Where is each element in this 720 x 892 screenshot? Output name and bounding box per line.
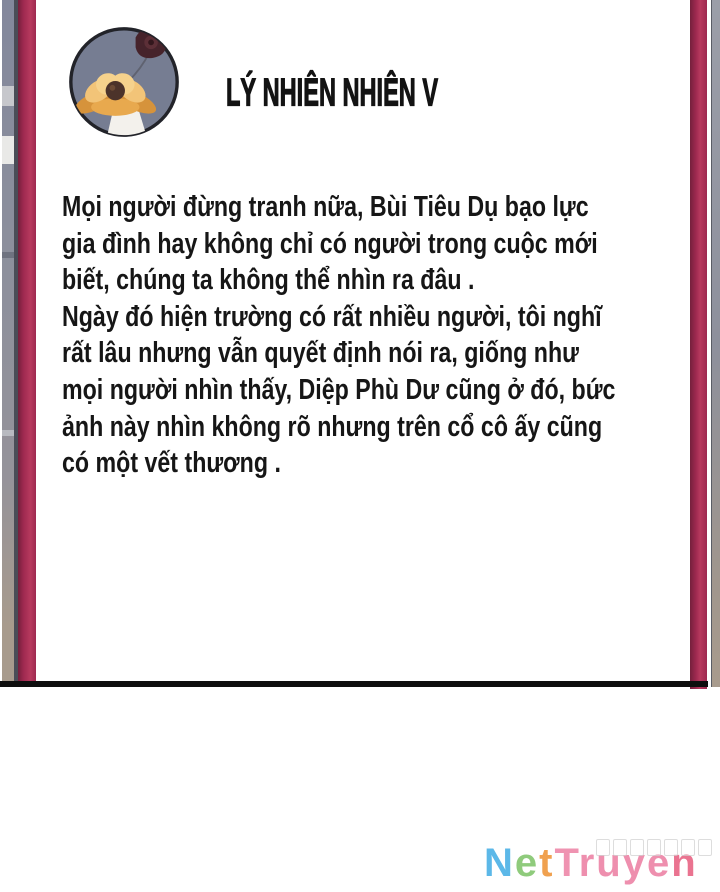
ghost-watermark-glyph xyxy=(664,839,678,856)
watermark-letter: t xyxy=(539,841,555,885)
body-line: rất lâu nhưng vẫn quyết định nói ra, giống như xyxy=(62,337,579,370)
username: LÝ NHIÊN NHIÊN V xyxy=(226,71,439,115)
left-panel-border-bar xyxy=(18,0,36,682)
ghost-watermark-glyph xyxy=(681,839,695,856)
ghost-watermark-glyph xyxy=(596,839,610,856)
page-edge-segment xyxy=(2,86,14,106)
body-line: có một vết thương . xyxy=(62,447,281,480)
right-panel-border-bar xyxy=(690,0,707,689)
ghost-watermark xyxy=(596,839,712,856)
ghost-watermark-glyph xyxy=(630,839,644,856)
watermark-letter: e xyxy=(646,841,672,885)
watermark-letter: n xyxy=(671,841,698,885)
body-line: Mọi người đừng tranh nữa, Bùi Tiêu Dụ bạo lực xyxy=(62,191,589,223)
watermark-letter: e xyxy=(514,841,540,885)
watermark-letter: y xyxy=(622,841,647,885)
post-body xyxy=(62,189,615,482)
body-line: Ngày đó hiện trường có rất nhiều người, tôi nghĩ xyxy=(62,300,602,333)
watermark-letter: u xyxy=(596,841,623,885)
ghost-watermark-glyph xyxy=(647,839,661,856)
body-line: gia đình hay không chỉ có người trong cuộc mới xyxy=(62,227,598,260)
panel-bottom-border xyxy=(0,681,708,687)
body-line: biết, chúng ta không thể nhìn ra đâu . xyxy=(62,264,475,297)
page-edge-segment xyxy=(2,430,14,436)
page-edge-segment xyxy=(2,136,14,164)
ghost-watermark-glyph xyxy=(698,839,712,856)
watermark-letter: T xyxy=(554,841,579,885)
ghost-watermark-glyph xyxy=(613,839,627,856)
watermark-letter: r xyxy=(578,841,597,885)
left-page-edge xyxy=(2,0,14,682)
right-page-edge xyxy=(711,0,720,687)
body-line: ảnh này nhìn không rõ nhưng trên cổ cô ấy cũng xyxy=(62,410,603,443)
body-line: mọi người nhìn thấy, Diệp Phù Dư cũng ở đó, bức xyxy=(62,373,616,406)
page-edge-segment xyxy=(2,252,14,258)
watermark-letter: N xyxy=(484,841,515,885)
avatar xyxy=(66,24,182,140)
